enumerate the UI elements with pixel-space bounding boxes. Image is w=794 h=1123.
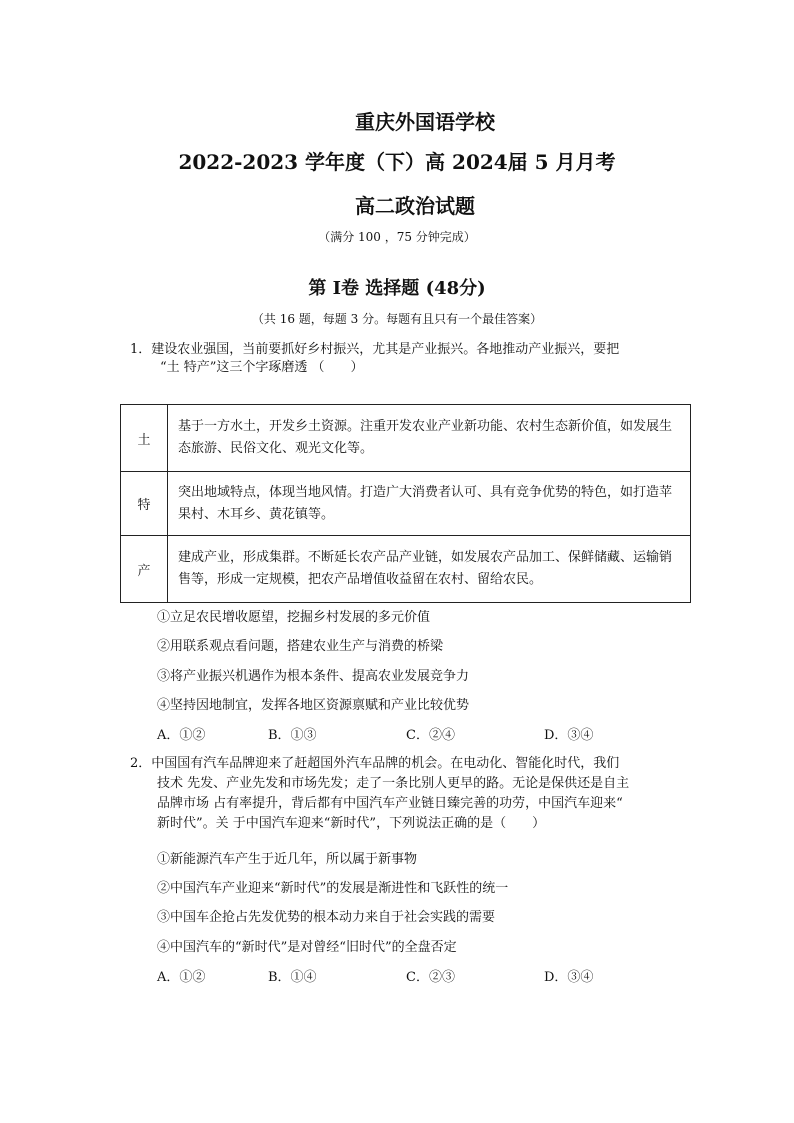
table-text: 基于一方水土，开发乡土资源。注重开发农业产业新功能、农村生态新价值，如发展生态旅游、民俗文化、观光文化等。 (168, 405, 691, 472)
q2-stem-line4: 新时代”。关 于中国汽车迎来“新时代”，下列说法正确的是（ ） (157, 816, 546, 831)
q2-option-c[interactable]: C．②③ (406, 970, 455, 985)
exam-subject: 高二政治试题 (355, 194, 475, 218)
exam-term: 2022-2023 学年度（下）高 2024届 5 月月考 (178, 150, 616, 174)
table-row (121, 405, 691, 472)
table-row (121, 472, 691, 536)
table-text: 建成产业，形成集群。不断延长农产品产业链，如发展农产品加工、保鲜储藏、运输销售等，形成一定规模，把农产品增值收益留在农村、留给农民。 (168, 536, 691, 603)
school-name: 重庆外国语学校 (355, 110, 495, 134)
q2-option-a[interactable]: A．①② (157, 970, 206, 985)
table-key: 特 (121, 472, 168, 536)
q1-options (0, 724, 794, 742)
q2-option-d[interactable]: D．③④ (544, 970, 594, 985)
q1-option-c[interactable]: C．②④ (406, 728, 455, 743)
q1-stem-line1: 1．建设农业强国，当前要抓好乡村振兴，尤其是产业振兴。各地推动产业振兴，要把 (130, 342, 620, 357)
section-title: 第 Ⅰ卷 选择题 (48分) (308, 278, 486, 299)
q2-options (0, 966, 794, 984)
q2-item-4: ④中国汽车的“新时代”是对曾经“旧时代”的全盘否定 (157, 940, 457, 955)
q2-item-2: ②中国汽车产业迎来“新时代”的发展是渐进性和飞跃性的统一 (157, 881, 509, 896)
table-text: 突出地域特点，体现当地风情。打造广大消费者认可、具有竞争优势的特色，如打造苹果村、木耳乡、黄花镇等。 (168, 472, 691, 536)
q2-item-1: ①新能源汽车产生于近几年，所以属于新事物 (157, 852, 418, 867)
q1-option-a[interactable]: A．①② (157, 728, 206, 743)
q2-stem-line2: 技术 先发、产业先发和市场先发；走了一条比别人更早的路。无论是保供还是自主 (157, 776, 630, 791)
table-key: 产 (121, 536, 168, 603)
q2-stem-line1: 2．中国国有汽车品牌迎来了赶超国外汽车品牌的机会。在电动化、智能化时代，我们 (130, 756, 620, 771)
q1-item-2: ②用联系观点看问题，搭建农业生产与消费的桥梁 (157, 639, 444, 654)
q1-item-3: ③将产业振兴机遇作为根本条件、提高农业发展竞争力 (157, 669, 470, 684)
q1-stem-line2: “土 特产”这三个字琢磨透 （ ） (160, 360, 364, 375)
q1-item-4: ④坚持因地制宜，发挥各地区资源禀赋和产业比较优势 (157, 698, 470, 713)
q2-item-3: ③中国车企抢占先发优势的根本动力来自于社会实践的需要 (157, 910, 496, 925)
table-row (121, 536, 691, 603)
q1-option-b[interactable]: B．①③ (268, 728, 317, 743)
q2-option-b[interactable]: B．①④ (268, 970, 317, 985)
section-instruction: （共 16 题，每题 3 分。每题有且只有一个最佳答案） (251, 312, 543, 326)
exam-note: （满分 100 ，75 分钟完成） (318, 230, 476, 244)
q1-option-d[interactable]: D．③④ (544, 728, 594, 743)
q2-stem-line3: 品牌市场 占有率提升，背后都有中国汽车产业链日臻完善的功劳，中国汽车迎来“ (157, 796, 623, 811)
q1-item-1: ①立足农民增收愿望，挖掘乡村发展的多元价值 (157, 610, 431, 625)
q1-info-table (120, 404, 691, 603)
table-key: 土 (121, 405, 168, 472)
